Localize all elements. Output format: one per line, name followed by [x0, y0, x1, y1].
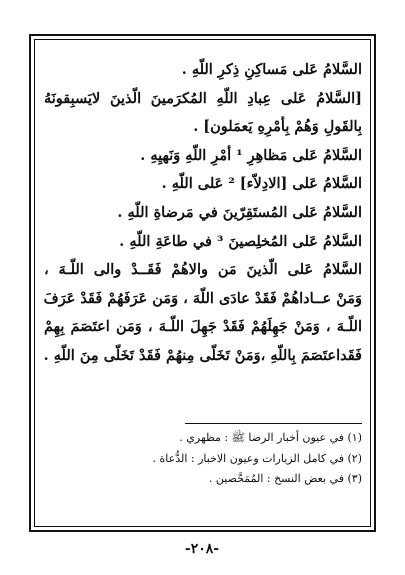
footnote: (٢) في كامل الزيارات وعيون الاخبار : الدُّعاة . — [152, 451, 362, 465]
footnote-separator — [185, 423, 362, 424]
text-line: بِالقَولِ وَهُمْ بِأمْرِهِ يَعمَلون] . — [193, 118, 362, 136]
footnote: (١) في عيون أخبار الرضا ﷺ : مظهري . — [179, 431, 362, 444]
text-line: فَقَداعتَصَمَ بِاللّهِ ،وَمَنْ تَخَلّى مِنهُمْ فَقَدْ تَخَلّى مِنَ اللّهِ . — [44, 346, 362, 364]
text-line: السَّلامُ عَلى المُستَقِرّينَ في مَرضاةِ اللّهِ . — [117, 203, 362, 221]
footnotes — [44, 428, 362, 490]
text-line: السَّلامُ عَلى مَساكِنِ ذِكرِ اللّهِ . — [181, 61, 362, 78]
text-line: السَّلامُ عَلى الّذينَ مَن والاهُمْ فَقَــدْ والى اللّـهَ ، — [44, 261, 362, 279]
text-line: السَّلامُ عَلى المُخلِصينَ ³ في طاعَةِ اللّهِ . — [119, 232, 362, 250]
text-line: [السَّلامُ عَلى عِبادِ اللّهِ المُكرَمينَ الّذينَ لايَسبِقونَهُ — [44, 89, 362, 107]
text-line: اللّـهَ ، وَمَنْ جَهِلَهُمْ فَقَدْ جَهِلَ اللّـهَ ، وَمَن اعتَصَمَ بِهِمْ — [44, 318, 362, 336]
text-line: السَّلامُ عَلى [الادِلاّء] ² عَلى اللّهِ . — [161, 175, 362, 193]
text-line: السَّلامُ عَلى مَظاهِرِ ¹ أمْرِ اللّهِ وَنَهيِهِ . — [140, 146, 362, 164]
footnote: (٣) في بعض النسخ : المُمَحَّصين . — [208, 472, 362, 485]
text-line: وَمَنْ عــاداهُمْ فَقَدْ عادَى اللّهَ ، وَمَن عَرَفَهُمْ فَقَدْ عَرَفَ — [44, 289, 362, 307]
page-number: -٢٠٨- — [184, 541, 220, 557]
main-text — [44, 56, 362, 371]
